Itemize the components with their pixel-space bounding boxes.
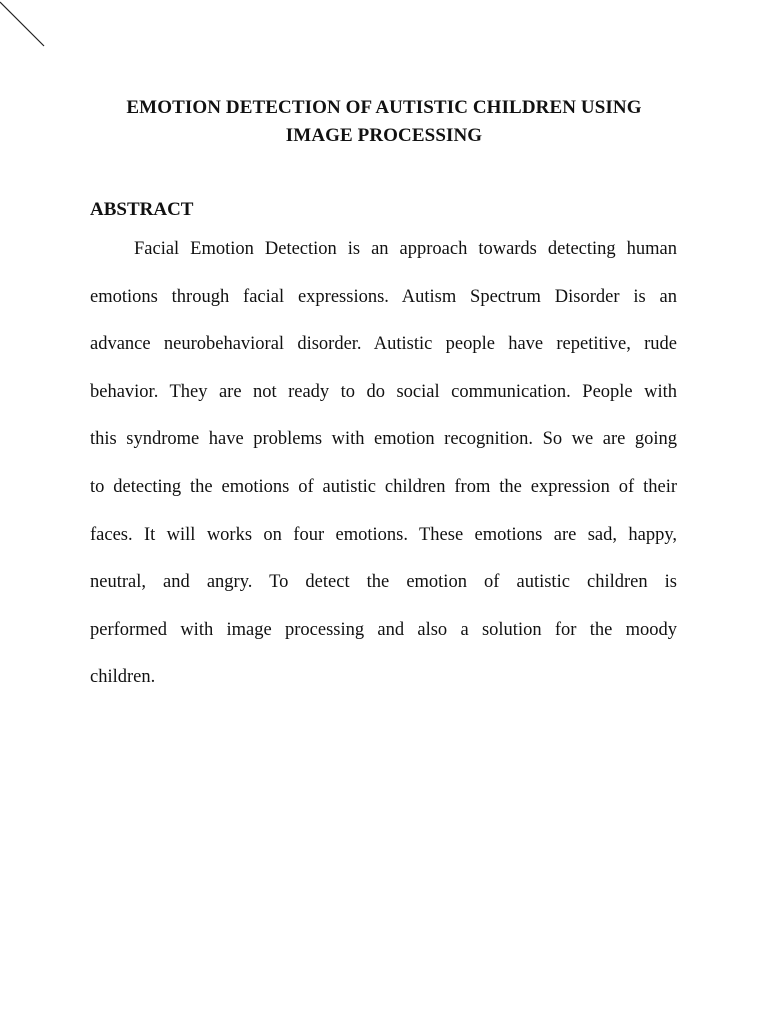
page-corner-fold-line [0,0,48,50]
document-title [90,94,678,150]
document-title-line-1: EMOTION DETECTION OF AUTISTIC CHILDREN USING [126,97,642,118]
abstract-line-5: this syndrome have problems with emotion recognition. So we are going [90,429,677,450]
abstract-paragraph [90,226,677,702]
abstract-line-1: Facial Emotion Detection is an approach towards detecting human [134,239,677,259]
abstract-line-4: behavior. They are not ready to do social communication. People with [90,381,677,402]
abstract-line-10: children. [90,667,156,688]
abstract-line-2: emotions through facial expressions. Autism Spectrum Disorder is an [90,286,677,307]
abstract-line-6: to detecting the emotions of autistic children from the expression of their [90,476,677,497]
abstract-line-7: faces. It will works on four emotions. These emotions are sad, happy, [90,524,677,545]
abstract-heading: ABSTRACT [90,199,194,220]
abstract-line-8: neutral, and angry. To detect the emotion of autistic children is [90,572,677,593]
document-title-line-2: IMAGE PROCESSING [285,125,483,146]
abstract-line-9: performed with image processing and also a solution for the moody [90,619,677,640]
abstract-line-3: advance neurobehavioral disorder. Autistic people have repetitive, rude [90,334,677,355]
